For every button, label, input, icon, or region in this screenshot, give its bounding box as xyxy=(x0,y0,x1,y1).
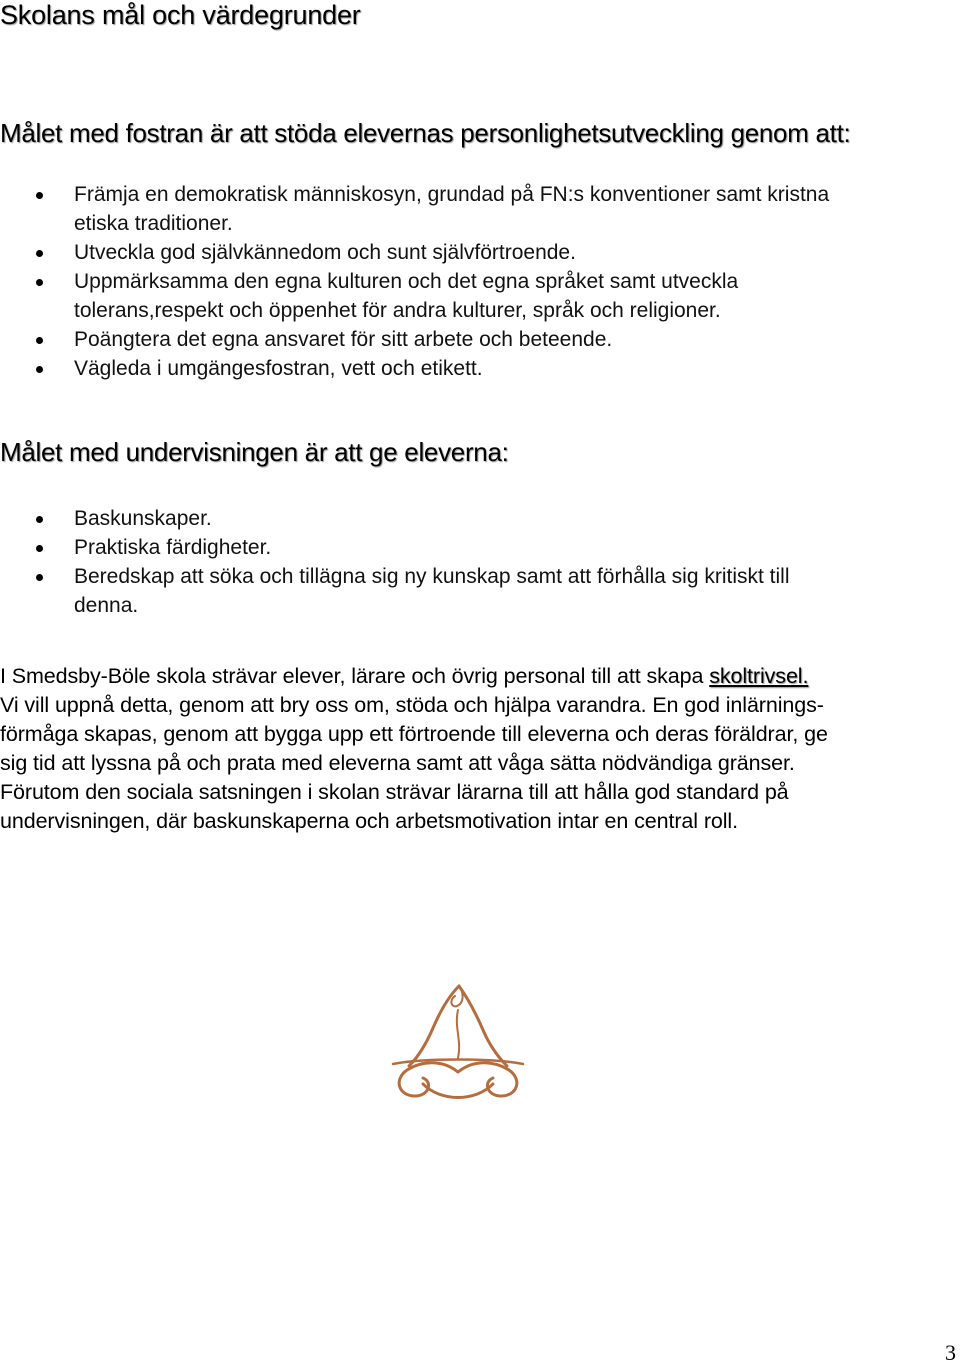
paragraph-line: undervisningen, där baskunskaperna och arbetsmotivation intar en central roll. xyxy=(0,809,738,833)
bullet-icon xyxy=(36,516,43,523)
page-title: Skolans mål och värdegrunder xyxy=(0,0,361,30)
bullet-icon xyxy=(36,545,43,552)
list-item-text: Poängtera det egna ansvaret för sitt arbete och beteende. xyxy=(74,328,613,351)
paragraph-line: Förutom den sociala satsningen i skolan strävar lärarna till att hålla god standard på xyxy=(0,780,789,804)
section-heading-fostran: Målet med fostran är att stöda elevernas personlighetsutveckling genom att: xyxy=(0,118,851,148)
list-item xyxy=(0,533,960,562)
paragraph-line xyxy=(0,662,960,691)
bullet-icon xyxy=(36,192,43,199)
list-item-text: Utveckla god självkännedom och sunt självförtroende. xyxy=(74,241,576,264)
fostran-list xyxy=(0,180,960,383)
ornament-center-stem xyxy=(457,1010,459,1058)
body-paragraph xyxy=(0,662,960,836)
skoltrivsel-emphasis: skoltrivsel. xyxy=(709,664,809,688)
bullet-icon xyxy=(36,366,43,373)
list-item xyxy=(0,238,960,267)
list-item-text: Praktiska färdigheter. xyxy=(74,536,272,559)
bullet-icon xyxy=(36,250,43,257)
ornament-bottom-swirl xyxy=(423,1084,493,1098)
list-item xyxy=(0,325,960,354)
ornament-right-arm xyxy=(459,986,507,1066)
list-item xyxy=(0,354,960,383)
list-item xyxy=(0,562,960,620)
list-item-text: Främja en demokratisk människosyn, grundad på FN:s konventioner samt kristna xyxy=(74,183,830,206)
bullet-icon xyxy=(36,337,43,344)
page-number: 3 xyxy=(945,1340,956,1365)
list-item-text-continued: etiska traditioner. xyxy=(74,212,233,235)
bullet-icon xyxy=(36,574,43,581)
paragraph-line: förmåga skapas, genom att bygga upp ett förtroende till eleverna och deras föräldrar, ge xyxy=(0,722,828,746)
ornament-right-swirl xyxy=(458,1063,517,1096)
list-item-text: Vägleda i umgängesfostran, vett och etikett. xyxy=(74,357,483,380)
list-item xyxy=(0,504,960,533)
bullet-icon xyxy=(36,279,43,286)
paragraph-line-text: I Smedsby-Böle skola strävar elever, lärare och övrig personal till att skapa xyxy=(0,664,710,688)
list-item xyxy=(0,267,960,325)
list-item-text-continued: tolerans,respekt och öppenhet för andra kulturer, språk och religioner. xyxy=(74,299,721,322)
list-item-text: Baskunskaper. xyxy=(74,507,212,530)
paragraph-line: sig tid att lyssna på och prata med eleverna samt att våga sätta nödvändiga gränser. xyxy=(0,751,795,775)
list-item xyxy=(0,180,960,238)
ornament-left-swirl xyxy=(399,1063,458,1096)
undervisning-list xyxy=(0,504,960,620)
section-heading-undervisning: Målet med undervisningen är att ge eleverna: xyxy=(0,437,509,467)
list-item-text: Beredskap att söka och tillägna sig ny kunskap samt att förhålla sig kritiskt till xyxy=(74,565,790,588)
paragraph-line: Vi vill uppnå detta, genom att bry oss om, stöda och hjälpa varandra. En god inlärnings- xyxy=(0,693,824,717)
list-item-text-continued: denna. xyxy=(74,594,139,617)
decorative-ornament-icon xyxy=(383,980,533,1110)
list-item-text: Uppmärksamma den egna kulturen och det egna språket samt utveckla xyxy=(74,270,739,293)
